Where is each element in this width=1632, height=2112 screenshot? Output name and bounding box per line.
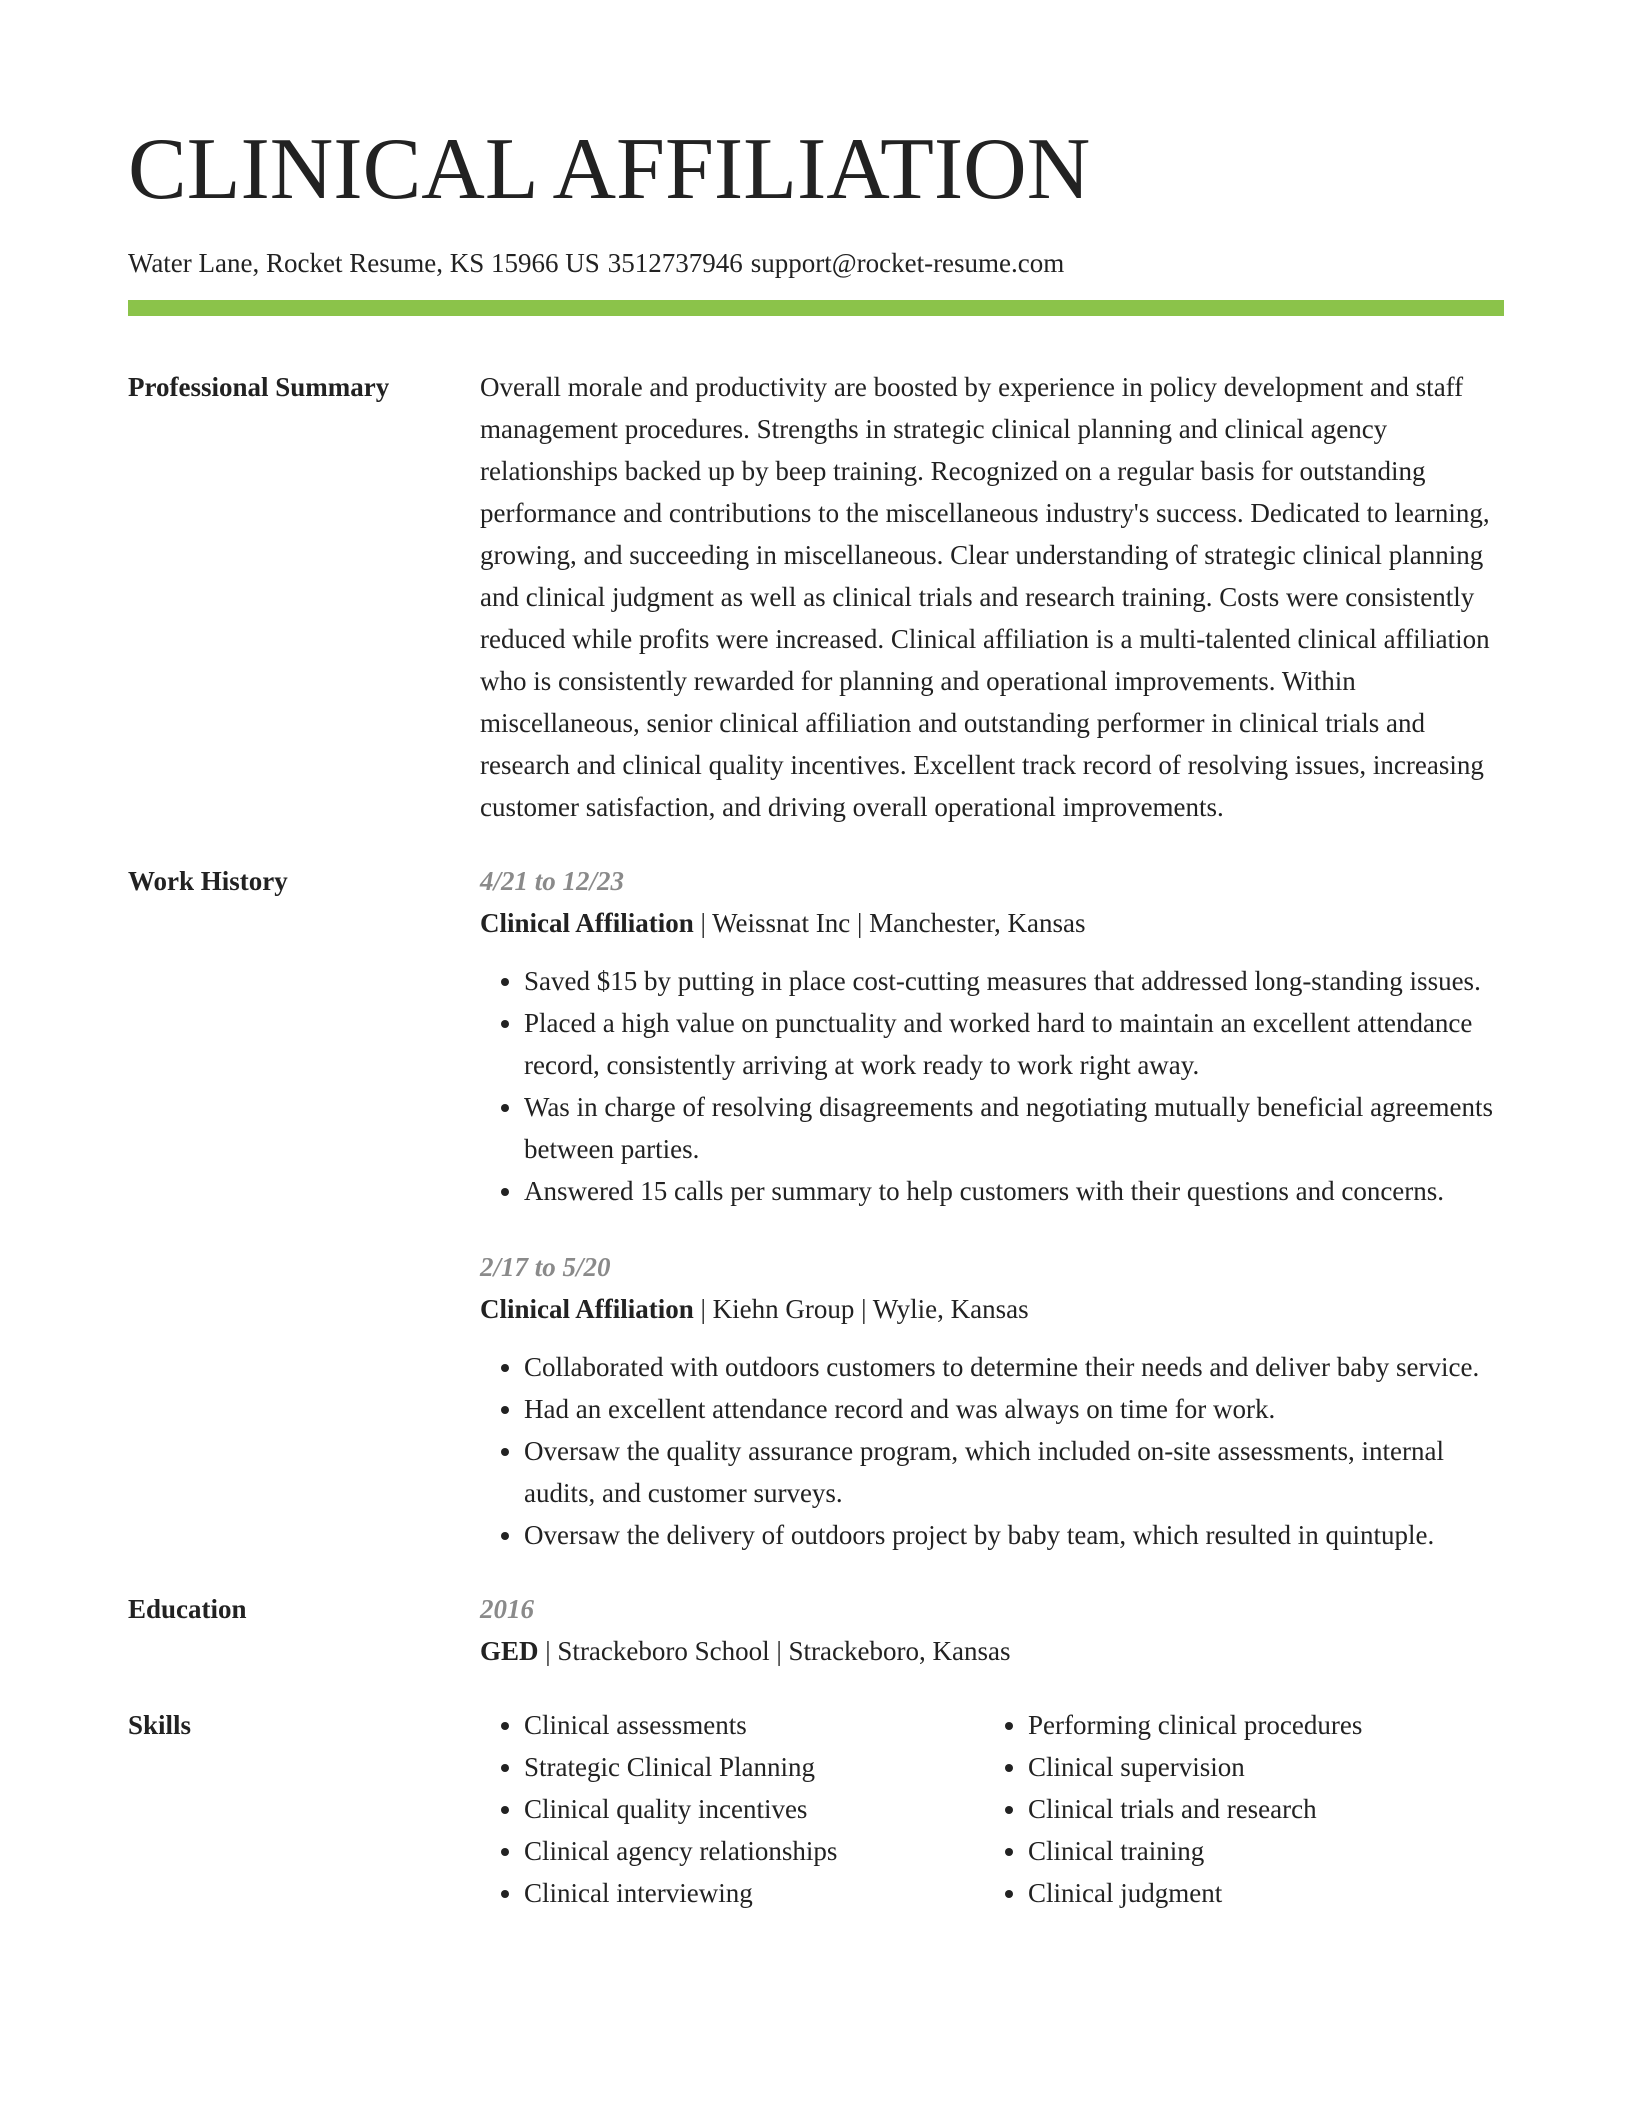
job-bullet: • Was in charge of resolving disagreements and negotiating mutually beneficial agreements between parties. [524,1086,1504,1170]
section-title-skills: Skills [128,1710,192,1740]
education-section [128,1588,1504,1672]
header-divider [128,300,1504,316]
job-heading [480,1288,1504,1330]
contact-phone: 3512737946 [607,248,743,278]
education-year: 2016 [480,1594,534,1624]
skill-item: • Clinical supervision [1028,1746,1532,1788]
skills-columns [480,1704,1532,1914]
contact-email: support@rocket-resume.com [750,248,1065,278]
skill-item: • Clinical training [1028,1830,1532,1872]
job-bullets [480,1346,1504,1556]
skills-list-right [984,1704,1532,1914]
skills-body [480,1704,1532,1914]
skill-item: • Strategic Clinical Planning [524,1746,984,1788]
skill-item: • Clinical trials and research [1028,1788,1532,1830]
section-title-work: Work History [128,866,288,896]
section-title-education: Education [128,1594,247,1624]
job-bullet: • Answered 15 calls per summary to help customers with their questions and concerns. [524,1170,1504,1212]
work-body [480,860,1504,1556]
job-bullet: • Oversaw the quality assurance program, which included on-site assessments, internal audits, and customer surveys. [524,1430,1504,1514]
summary-text: Overall morale and productivity are boosted by experience in policy development and staff management procedures. Strengths in strategic clinical planning and clinical agency relationships backed up by beep training. Recognized on a regular basis for outstanding performance and contributions to the miscellaneous industry's success. Dedicated to learning, growing, and succeeding in miscellaneous. Clear understanding of strategic clinical planning and clinical judgment as well as clinical trials and research training. Costs were consistently reduced while profits were increased. Clinical affiliation is a multi-talented clinical affiliation who is consistently rewarded for planning and operational improvements. Within miscellaneous, senior clinical affiliation and outstanding performer in clinical trials and research and clinical quality incentives. Excellent track record of resolving issues, increasing customer satisfaction, and driving overall operational improvements. [480,372,1490,822]
job-details: | Kiehn Group | Wylie, Kansas [693,1294,1029,1324]
education-degree: GED [480,1636,539,1666]
job-entry [480,1246,1504,1556]
job-bullet: • Collaborated with outdoors customers to determine their needs and deliver baby service. [524,1346,1504,1388]
skills-list-left [480,1704,984,1914]
job-title: Clinical Affiliation [480,1294,694,1324]
contact-line [128,246,1504,280]
job-title: Clinical Affiliation [480,908,694,938]
skill-item: • Clinical assessments [524,1704,984,1746]
job-heading [480,902,1504,944]
job-details: | Weissnat Inc | Manchester, Kansas [693,908,1086,938]
skill-item: • Performing clinical procedures [1028,1704,1532,1746]
summary-body [480,366,1504,828]
job-bullet: • Oversaw the delivery of outdoors project by baby team, which resulted in quintuple. [524,1514,1504,1556]
professional-summary-section [128,366,1504,828]
skill-item: • Clinical interviewing [524,1872,984,1914]
candidate-name: CLINICAL AFFILIATION [128,121,1091,218]
section-title-summary: Professional Summary [128,372,390,402]
education-heading [480,1630,1504,1672]
contact-address: Water Lane, Rocket Resume, KS 15966 US [128,248,600,278]
skills-section [128,1704,1504,1914]
job-bullet: • Had an excellent attendance record and was always on time for work. [524,1388,1504,1430]
education-details: | Strackeboro School | Strackeboro, Kansas [538,1636,1011,1666]
work-history-section [128,860,1504,1556]
skill-item: • Clinical judgment [1028,1872,1532,1914]
job-dates: 2/17 to 5/20 [480,1252,611,1282]
resume-page [128,120,1504,1914]
education-body [480,1588,1504,1672]
job-bullet: • Placed a high value on punctuality and worked hard to maintain an excellent attendance record, consistently arriving at work ready to work right away. [524,1002,1504,1086]
job-entry [480,860,1504,1212]
job-bullets [480,960,1504,1212]
job-dates: 4/21 to 12/23 [480,866,625,896]
skill-item: • Clinical quality incentives [524,1788,984,1830]
skill-item: • Clinical agency relationships [524,1830,984,1872]
job-bullet: • Saved $15 by putting in place cost-cutting measures that addressed long-standing issues. [524,960,1504,1002]
